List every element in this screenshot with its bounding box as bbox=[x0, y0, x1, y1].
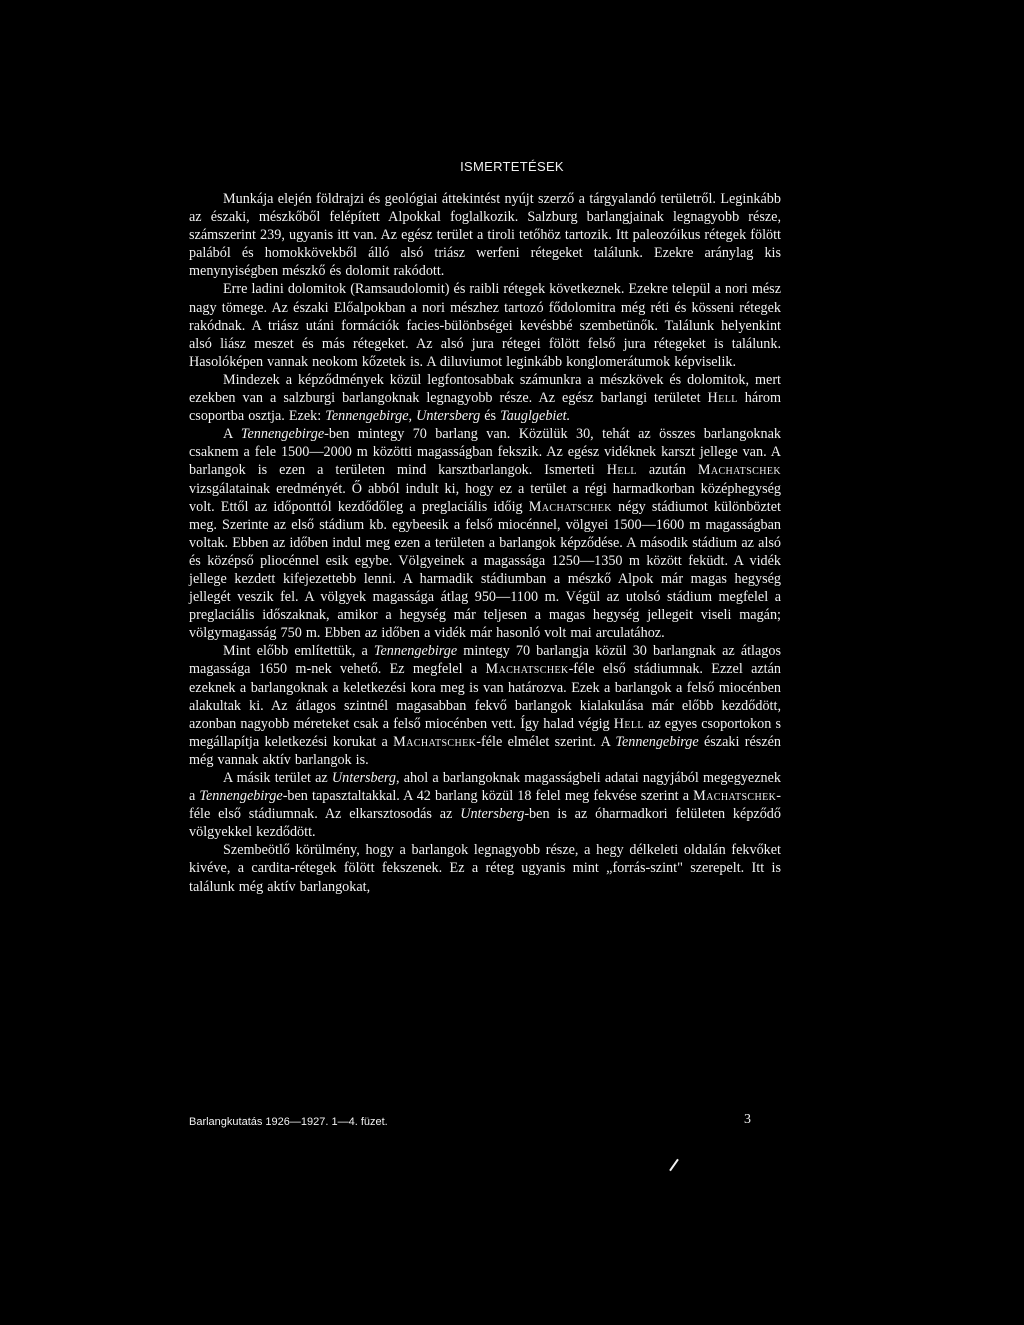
author-name: Hell bbox=[606, 462, 637, 479]
author-name: Machatschek bbox=[528, 498, 612, 515]
text-run: A bbox=[223, 426, 241, 443]
italic-term: Untersberg bbox=[460, 806, 525, 823]
italic-term: Tennengebirge bbox=[615, 733, 699, 750]
italic-term: Tauglgebiet. bbox=[500, 408, 571, 425]
author-name: Hell bbox=[613, 715, 644, 732]
text-run: Munkája elején földrajzi és geológiai áttekintést nyújt szerző a tárgyalandó területről. Leginkább az északi, mészkőből felépített Alpokkal foglalkozik. Salzburg barlangjainak legnagyobb része, számszerint 239, ugyanis itt van. Az egész terület a tiroli tetőhöz tartozik. Itt paleozóikus rétegek fölött palából és homokkövekből álló alsó triász werfeni rétegeket találunk. Ezekre aránylag kis menynyiségben mészkő és dolomit rakódott. bbox=[189, 191, 781, 280]
text-run: -ben is az óharmadkori felületen képződő völgyekkel kezdődött. bbox=[189, 806, 781, 841]
text-run: három csoportba osztja. Ezek: bbox=[189, 390, 781, 425]
text-run: -ben tapasztaltakkal. A 42 barlang közül 18 felel meg fekvése szerint a bbox=[282, 788, 694, 805]
paragraph bbox=[189, 841, 781, 895]
stray-mark bbox=[669, 1159, 679, 1172]
text-run: Mindezek a képződmények közül legfontosabbak számunkra a mészkövek és dolomitok, mert ezekben van a salzburgi barlangoknak legnagyobb része. Az egész barlangi területet bbox=[189, 371, 781, 407]
author-name: Machatschek bbox=[393, 733, 477, 750]
author-name: Hell bbox=[707, 390, 738, 407]
text-run: azután bbox=[636, 462, 698, 479]
author-name: Machatschek bbox=[697, 462, 781, 479]
author-name: Machatschek bbox=[485, 661, 569, 678]
paragraph bbox=[189, 280, 781, 370]
article-body bbox=[189, 190, 781, 896]
italic-term: Tennengebirge bbox=[373, 643, 458, 660]
paragraph bbox=[189, 425, 781, 642]
paragraph bbox=[189, 190, 781, 280]
author-name: Machatschek bbox=[693, 788, 777, 805]
running-header: ISMERTETÉSEK bbox=[460, 159, 564, 174]
text-run: mintegy 70 barlangja közül 30 barlangnak az átlagos magassága 1650 m-nek vehető. Ez megfelel a bbox=[189, 643, 782, 678]
paragraph bbox=[189, 371, 781, 425]
text-run: az egyes csoportokon s megállapítja keletkezési korukat a bbox=[189, 715, 782, 750]
italic-term: Tennengebirge bbox=[199, 788, 283, 805]
text-run: vizsgálatainak eredményét. Ő abból indult ki, hogy ez a terület a régi harmadkorban középhegység volt. Ettől az időponttól kezdődőleg a preglaciális időig bbox=[189, 480, 781, 515]
page-number: 3 bbox=[744, 1112, 751, 1127]
text-run: Szembeötlő körülmény, hogy a barlangok legnagyobb része, a hegy délkeleti oldalán fekvőket kivéve, a cardita-rétegek fölött fekszenek. Ez a réteg ugyanis mint „forrás-szint" szerepelt. Itt is találunk még aktív barlangokat, bbox=[189, 842, 781, 895]
text-run: A másik terület az bbox=[223, 770, 332, 786]
text-run: északi részén még vannak aktív barlangok is. bbox=[189, 733, 782, 768]
text-run: négy stádiumot különböztet meg. Szerinte az első stádium kb. egybeesik a felső miocénnel, völgyei 1500—1600 m magasságban voltak. Ebben az időben indul meg ezen a területen a barlangok képződése. A második stádium az alsó és középső pliocénnel esik egybe. Völgyeinek a magassága 1250—1350 m között feküdt. A vidék jellege kezdett kifejezettebb lenni. A harmadik stádiumban a mészkő Alpok már magas hegység jellegét veszik fel. A völgyek magassága átlag 950—1100 m. Végül az utolsó stádium megfelel a preglaciális időszaknak, amikor a hegység már teljesen a magas hegység jellegeit viseli magán; völgymagasság 750 m. Ebben az időben a vidék már hasonló volt mai arculatához. bbox=[189, 498, 781, 642]
text-run: -féle elmélet szerint. A bbox=[476, 733, 616, 750]
text-run: Mint előbb említettük, a bbox=[223, 643, 374, 660]
text-run: -féle első stádiumnak. Ezzel aztán ezeknek a barlangoknak a keletkezési kora meg is van határozva. Ezek a barlangok a felső miocénben alakultak ki. Az átlagos szintnél magasabban fekvő barlangok kialakulása már előbb kezdődött, azonban nagyobb méreteket csak a felső miocénben vett. Így halad végig bbox=[189, 661, 781, 732]
text-run: -ben mintegy 70 barlang van. Közülük 30, tehát az összes barlangoknak csaknem a fele 1500—2000 m közötti magasságban fekszik. Az egész vidéknek karszt jellege van. A barlangok is ezen a területen mind karsztbarlangok. Ismerteti bbox=[189, 426, 781, 479]
text-run: -féle első stádiumnak. Az elkarsztosodás az bbox=[189, 788, 781, 823]
paragraph bbox=[189, 642, 781, 769]
text-run: és bbox=[480, 408, 501, 425]
italic-term: Tennengebirge bbox=[240, 426, 325, 443]
italic-term: Untersberg bbox=[331, 770, 397, 786]
italic-term: Tennengebirge, Untersberg bbox=[325, 408, 481, 425]
text-run: , ahol a barlangoknak magasságbeli adatai nagyjából megegyeznek a bbox=[189, 770, 781, 805]
text-run: Erre ladini dolomitok (Ramsaudolomit) és raibli rétegek következnek. Ezekre települ a nori mész nagy tömege. Az északi Előalpokban a nori mészhez tartozó fődolomitra még réti és kösseni rétegek rakódnak. A triász utáni formációk facies-bülönbségei kevésbbé szembetünők. Találunk helyenkint alsó liász meszet és más rétegeket. Az alsó jura rétegei fölött felső jura rétegeket is találunk. Hasolóképen vannak neokom kőzetek is. A diluviumot leginkább konglomerátumok képviselik. bbox=[189, 281, 781, 370]
journal-footer: Barlangkutatás 1926—1927. 1—4. füzet. bbox=[189, 1116, 388, 1128]
paragraph bbox=[189, 769, 781, 841]
